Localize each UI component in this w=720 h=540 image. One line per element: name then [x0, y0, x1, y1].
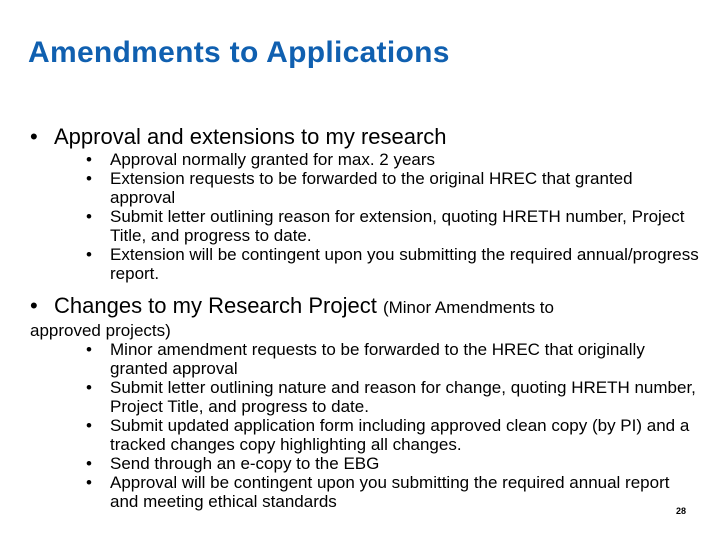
bullet-icon: •	[30, 293, 38, 318]
section-approval-extensions	[30, 124, 700, 283]
section-heading: Changes to my Research Project	[54, 293, 377, 318]
list-item	[86, 454, 700, 473]
section-items	[54, 150, 700, 283]
section-heading-continuation: approved projects)	[30, 321, 171, 340]
page-number: 28	[675, 506, 686, 516]
list-item	[86, 416, 700, 454]
section-research-changes	[30, 293, 700, 511]
bullet-icon: •	[86, 150, 92, 169]
list-item-text: Submit letter outlining reason for extension, quoting HRETH number, Project Title, and progress to date.	[110, 207, 685, 245]
section-heading: Approval and extensions to my research	[54, 124, 447, 149]
list-item	[86, 378, 700, 416]
bullet-icon: •	[86, 340, 92, 359]
bullet-icon: •	[86, 454, 92, 473]
list-item-text: Send through an e-copy to the EBG	[110, 454, 380, 473]
list-item	[86, 473, 700, 511]
list-item-text: Extension requests to be forwarded to the original HREC that granted approval	[110, 169, 633, 207]
list-item-text: Approval will be contingent upon you submitting the required annual report and meeting ethical standards	[110, 473, 670, 511]
list-item	[86, 207, 700, 245]
list-item	[86, 169, 700, 207]
list-item-text: Submit letter outlining nature and reason for change, quoting HRETH number, Project Title, and progress to date.	[110, 378, 696, 416]
list-item-text: Minor amendment requests to be forwarded to the HREC that originally granted approval	[110, 340, 645, 378]
bullet-icon: •	[86, 416, 92, 435]
list-item-text: Submit updated application form including approved clean copy (by PI) and a tracked changes copy highlighting all changes.	[110, 416, 690, 454]
page-title: Amendments to Applications	[28, 36, 450, 69]
bullet-icon: •	[86, 207, 92, 226]
list-item-text: Approval normally granted for max. 2 years	[110, 150, 436, 169]
list-item	[86, 245, 700, 283]
list-item-text: Extension will be contingent upon you submitting the required annual/progress report.	[110, 245, 699, 283]
bullet-icon: •	[30, 124, 38, 149]
section-items	[54, 340, 700, 511]
list-item	[86, 340, 700, 378]
bullet-icon: •	[86, 378, 92, 397]
section-heading-suffix: (Minor Amendments to	[382, 298, 554, 317]
bullet-icon: •	[86, 245, 92, 264]
list-item	[86, 150, 700, 169]
slide-content	[30, 124, 700, 511]
bullet-icon: •	[86, 473, 92, 492]
bullet-icon: •	[86, 169, 92, 188]
